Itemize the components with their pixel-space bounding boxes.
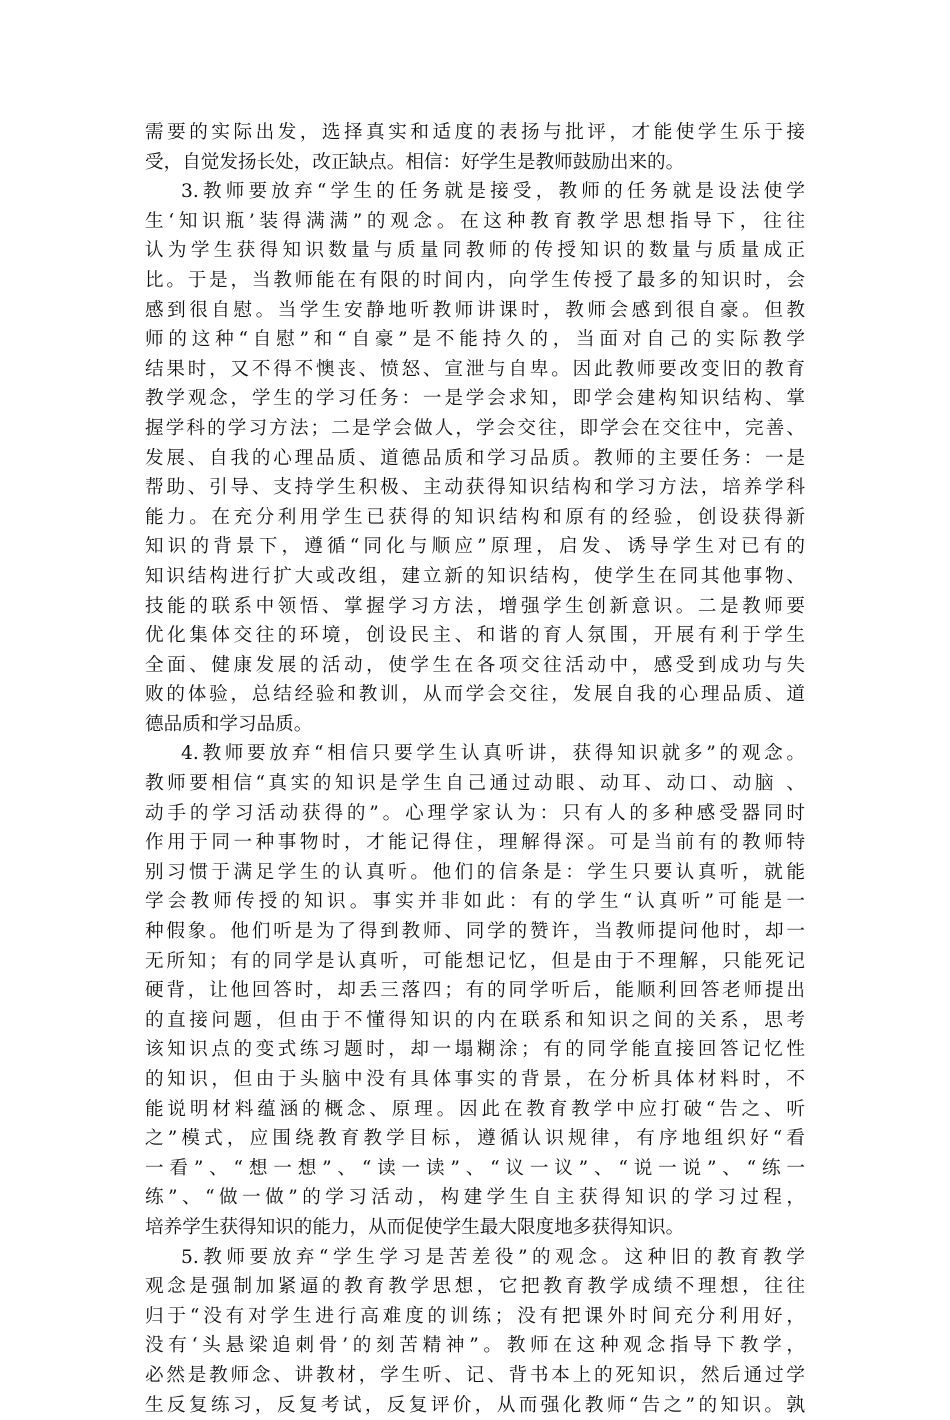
text-line: 无所知；有的同学是认真听，可能想记忆，但是由于不理解，只能死记	[145, 950, 805, 972]
text-line: 动手的学习活动获得的”。心理学家认为：只有人的多种感受器同时	[145, 802, 805, 824]
text-line: 结果时，又不得不懊丧、愤怒、宣泄与自卑。因此教师要改变旧的教育	[145, 358, 805, 380]
text-line: 发展、自我的心理品质、道德品质和学习品质。教师的主要任务：一是	[145, 447, 805, 469]
text-line: 全面、健康发展的活动，使学生在各项交往活动中，感受到成功与失	[145, 654, 805, 676]
text-line: 认为学生获得知识数量与质量同教师的传授知识的数量与质量成正	[145, 240, 805, 262]
text-line: 德品质和学习品质。	[145, 713, 313, 735]
text-line: 知识结构进行扩大或改组，建立新的知识结构，使学生在同其他事物、	[145, 565, 805, 587]
text-line: 没有‘头悬梁追刺骨’的刻苦精神”。教师在这种观念指导下教学，	[145, 1335, 805, 1357]
text-line: 帮助、引导、支持学生积极、主动获得知识结构和学习方法，培养学科	[145, 477, 805, 499]
text-line: 知识的背景下，遵循“同化与顺应”原理，启发、诱导学生对已有的	[145, 536, 805, 558]
paragraph-first-line: 3.教师要放弃“学生的任务就是接受，教师的任务就是设法使学	[181, 181, 805, 203]
text-line: 必然是教师念、讲教材，学生听、记、背书本上的死知识，然后通过学	[145, 1364, 805, 1386]
text-line: 受，自觉发扬长处，改正缺点。相信：好学生是教师鼓励出来的。	[145, 151, 685, 173]
text-line: 该知识点的变式练习题时，却一塌糊涂；有的同学能直接回答记忆性	[145, 1039, 805, 1061]
text-line: 生反复练习，反复考试，反复评价，从而强化教师“告之”的知识。孰	[145, 1394, 805, 1416]
text-line: 比。于是，当教师能在有限的时间内，向学生传授了最多的知识时，会	[145, 269, 805, 291]
document-page	[145, 118, 805, 1420]
text-line: 硬背，让他回答时，却丢三落四；有的同学听后，能顺利回答老师提出	[145, 980, 805, 1002]
text-line: 能力。在充分利用学生已获得的知识结构和原有的经验，创设获得新	[145, 506, 805, 528]
text-line: 教师要相信“真实的知识是学生自己通过动眼、动耳、动口、动脑 、	[145, 773, 805, 795]
text-line: 教学观念，学生的学习任务：一是学会求知，即学会建构知识结构、掌	[145, 388, 805, 410]
paragraph-first-line: 4.教师要放弃“相信只要学生认真听讲，获得知识就多”的观念。	[181, 743, 805, 765]
text-line: 种假象。他们听是为了得到教师、同学的赞许，当教师提问他时，却一	[145, 921, 805, 943]
text-line: 技能的联系中领悟、掌握学习方法，增强学生创新意识。二是教师要	[145, 595, 805, 617]
text-line: 作用于同一种事物时，才能记得住，理解得深。可是当前有的教师特	[145, 832, 805, 854]
text-line: 一看”、“想一想”、“读一读”、“议一议”、“说一说”、“练一	[145, 1157, 805, 1179]
text-line: 别习惯于满足学生的认真听。他们的信条是：学生只要认真听，就能	[145, 861, 805, 883]
text-line: 的知识，但由于头脑中没有具体事实的背景，在分析具体材料时，不	[145, 1069, 805, 1090]
text-line: 败的体验，总结经验和教训，从而学会交往，发展自我的心理品质、道	[145, 684, 805, 706]
text-line: 握学科的学习方法；二是学会做人，学会交往，即学会在交往中，完善、	[145, 417, 805, 439]
text-line: 归于“没有对学生进行高难度的训练；没有把课外时间充分利用好，	[145, 1305, 805, 1327]
text-line: 学会教师传授的知识。事实并非如此：有的学生“认真听”可能是一	[145, 891, 805, 913]
text-line: 需要的实际出发，选择真实和适度的表扬与批评，才能使学生乐于接	[145, 122, 805, 143]
text-line: 练”、“做一做”的学习活动，构建学生自主获得知识的学习过程，	[145, 1187, 805, 1209]
paragraph-first-line: 5.教师要放弃“学生学习是苦差役”的观念。这种旧的教育教学	[181, 1246, 805, 1268]
text-line: 优化集体交往的环境，创设民主、和谐的育人氛围，开展有利于学生	[145, 625, 805, 647]
text-line: 之”模式，应围绕教育教学目标，遵循认识规律，有序地组织好“看	[145, 1128, 805, 1150]
text-line: 培养学生获得知识的能力，从而促使学生最大限度地多获得知识。	[145, 1216, 685, 1238]
text-line: 能说明材料蕴涵的概念、原理。因此在教育教学中应打破“告之、听	[145, 1098, 805, 1120]
text-line: 感到很自慰。当学生安静地听教师讲课时，教师会感到很自豪。但教	[145, 299, 805, 321]
text-line: 生‘知识瓶’装得满满”的观念。在这种教育教学思想指导下，往往	[145, 210, 805, 232]
text-line: 的直接问题，但由于不懂得知识的内在联系和知识之间的关系，思考	[145, 1009, 805, 1031]
text-line: 观念是强制加紧逼的教育教学思想，它把教育教学成绩不理想，往往	[145, 1276, 805, 1298]
text-line: 师的这种“自慰”和“自豪”是不能持久的，当面对自己的实际教学	[145, 329, 805, 351]
